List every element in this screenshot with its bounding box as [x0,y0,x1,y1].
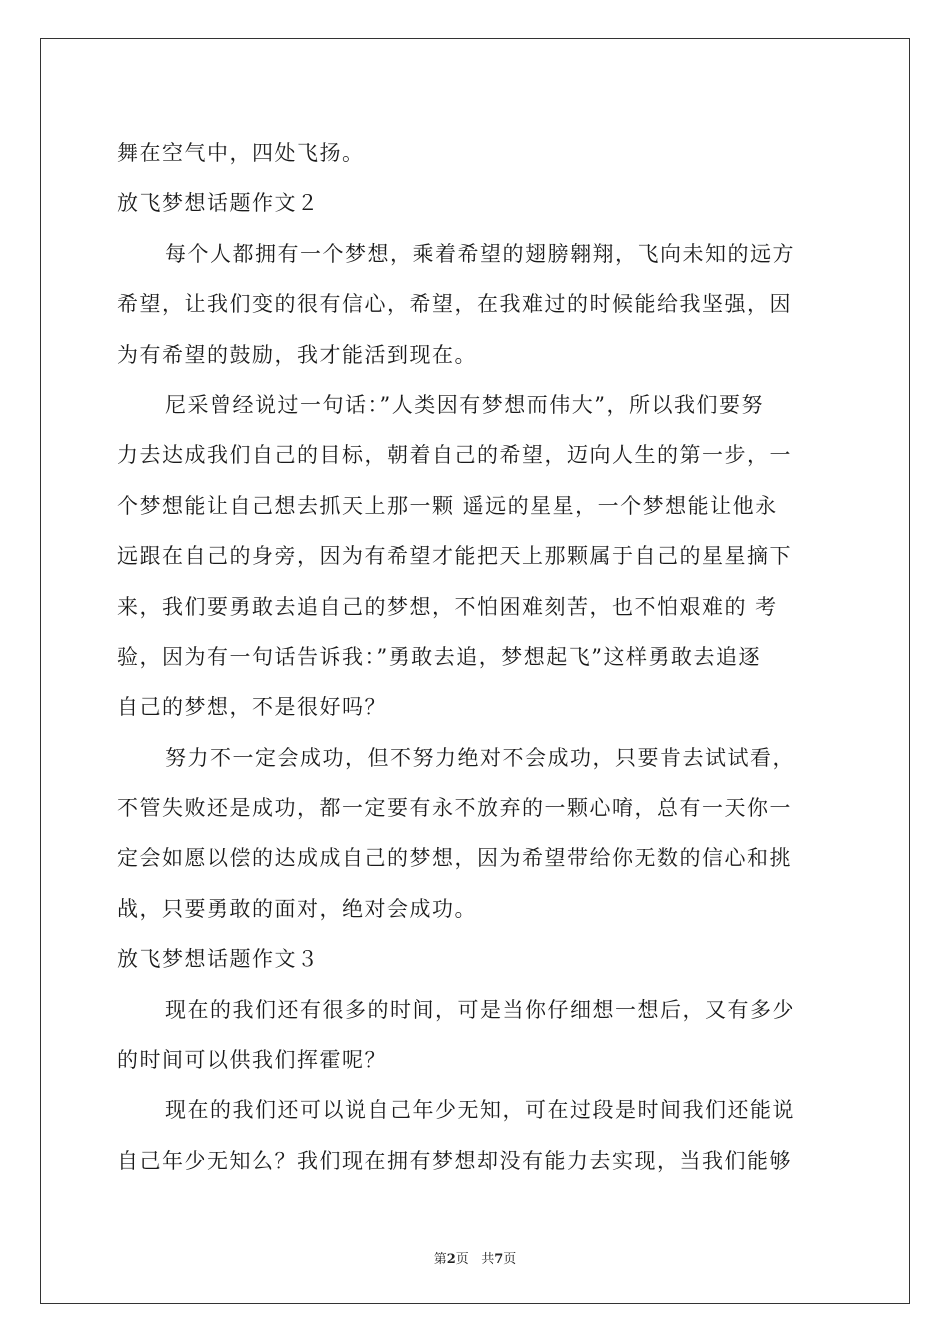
text-line: 的时间可以供我们挥霍呢？ [117,1048,387,1073]
text-line: 来，我们要勇敢去追自己的梦想，不怕困难刻苦，也不怕艰难的 考 [117,594,778,619]
document-body [117,128,833,1186]
total-suffix: 页 [503,1252,517,1267]
text-line: 为有希望的鼓励，我才能活到现在。 [117,342,477,367]
text-line: 现在的我们还有很多的时间，可是当你仔细想一想后，又有多少 [165,997,795,1022]
text-line: 每个人都拥有一个梦想，乘着希望的翅膀翱翔，飞向未知的远方 [165,241,795,266]
text-line: 验，因为有一句话告诉我：”勇敢去追，梦想起飞”这样勇敢去追逐 [117,644,761,669]
page-suffix: 页 [455,1252,469,1267]
text-line: 不管失败还是成功，都一定要有永不放弃的一颗心唷，总有一天你一 [117,796,792,821]
page-number: 2 [446,1252,456,1267]
total-pages: 7 [494,1252,504,1267]
page-footer [0,1248,950,1267]
text-line: 定会如愿以偿的达成成自己的梦想，因为希望带给你无数的信心和挑 [117,846,792,871]
total-prefix: 共 [481,1252,495,1267]
text-line: 力去达成我们自己的目标，朝着自己的希望，迈向人生的第一步，一 [117,443,792,468]
text-line: 战，只要勇敢的面对，绝对会成功。 [117,896,477,921]
text-line: 个梦想能让自己想去抓天上那一颗 遥远的星星，一个梦想能让他永 [117,493,778,518]
text-line: 自己的梦想，不是很好吗？ [117,695,387,720]
text-line: 尼采曾经说过一句话：”人类因有梦想而伟大”，所以我们要努 [165,392,764,417]
text-line: 远跟在自己的身旁，因为有希望才能把天上那颗属于自己的星星摘下 [117,544,792,569]
text-line: 自己年少无知么？我们现在拥有梦想却没有能力去实现，当我们能够 [117,1148,792,1173]
page-prefix: 第 [433,1252,447,1267]
text-line: 放飞梦想话题作文２ [117,191,320,216]
text-line: 舞在空气中，四处飞扬。 [117,141,365,165]
text-line: 放飞梦想话题作文３ [117,947,320,972]
text-line: 希望，让我们变的很有信心，希望，在我难过的时候能给我坚强，因 [117,292,792,317]
text-line: 努力不一定会成功，但不努力绝对不会成功，只要肯去试试看， [165,745,795,770]
text-line: 现在的我们还可以说自己年少无知，可在过段是时间我们还能说 [165,1098,795,1123]
